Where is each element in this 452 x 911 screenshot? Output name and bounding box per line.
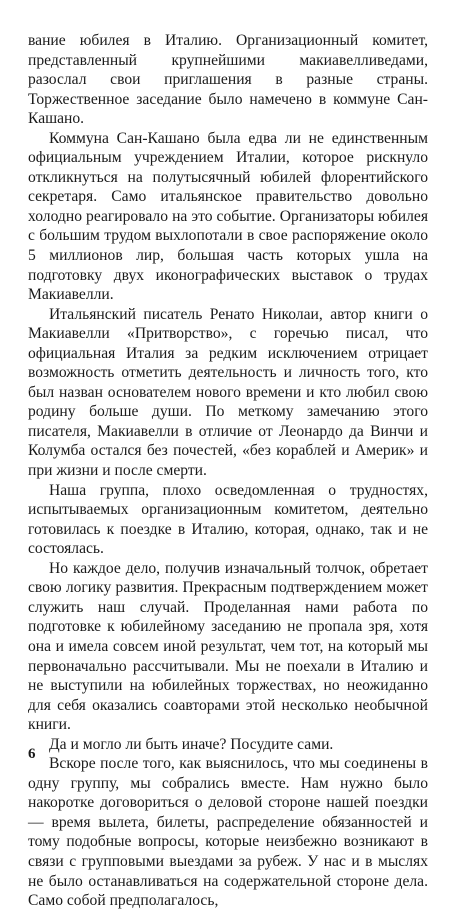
paragraph-7: Вскоре после того, как выяснилось, что мы соединены в одну группу, мы собрались вместе. Нам нужно было накоротке договориться о деловой стороне нашей поездки — время вылета, билеты, распределение обязанностей и тому подобные вопросы, которые неизбежно возникают в связи с групповыми выездами за рубеж. У нас и в мыслях не было останавливаться на содержательной стороне дела. Само собой предполагалось, [28, 755, 428, 910]
paragraph-6: Да и могло ли быть иначе? Посудите сами. [49, 735, 334, 753]
page-number: 6 [28, 746, 36, 762]
body-text [28, 31, 428, 911]
paragraph-3: Итальянский писатель Ренато Николаи, автор книги о Макиавелли «Притворство», с горечью писал, что официальная Италия за редким исключением отрицает возможность отметить деятельность и личность того, кто был назван основателем нового времени и кто любил свою родину больше души. По меткому замечанию этого писателя, Макиавелли в отличие от Леонардо да Винчи и Колумба остался без почестей, «без кораблей и Америк» и при жизни и после смерти. [28, 305, 428, 480]
paragraph-2: Коммуна Сан-Кашано была едва ли не единственным официальным учреждением Италии, которое рискнуло откликнуться на полутысячный юбилей флорентийского секретаря. Само итальянское правительство довольно холодно реагировало на это событие. Организаторы юбилея с большим трудом выхлопотали в свое распоряжение около 5 миллионов лир, большая часть которых ушла на подготовку двух иконографических выставок о трудах Макиавелли. [28, 129, 428, 304]
paragraph-1: вание юбилея в Италию. Организационный комитет, представленный крупнейшими макиавелливедами, разослал свои приглашения в разные страны. Торжественное заседание было намечено в коммуне Сан-Кашано. [28, 32, 428, 128]
paragraph-4: Наша группа, плохо осведомленная о трудностях, испытываемых организационным комитетом, деятельно готовилась к поездке в Италию, которая, однако, так и не состоялась. [28, 481, 428, 558]
paragraph-5: Но каждое дело, получив изначальный толчок, обретает свою логику развития. Прекрасным подтверждением может служить наш случай. Проделанная нами работа по подготовке к юбилейному заседанию не пропала зря, хотя она и имела совсем иной результат, чем тот, на который мы первоначально рассчитывали. Мы не поехали в Италию и не выступили на юбилейных торжествах, но неожиданно для себя оказались соавторами этой несколько необычной книги. [28, 559, 428, 734]
